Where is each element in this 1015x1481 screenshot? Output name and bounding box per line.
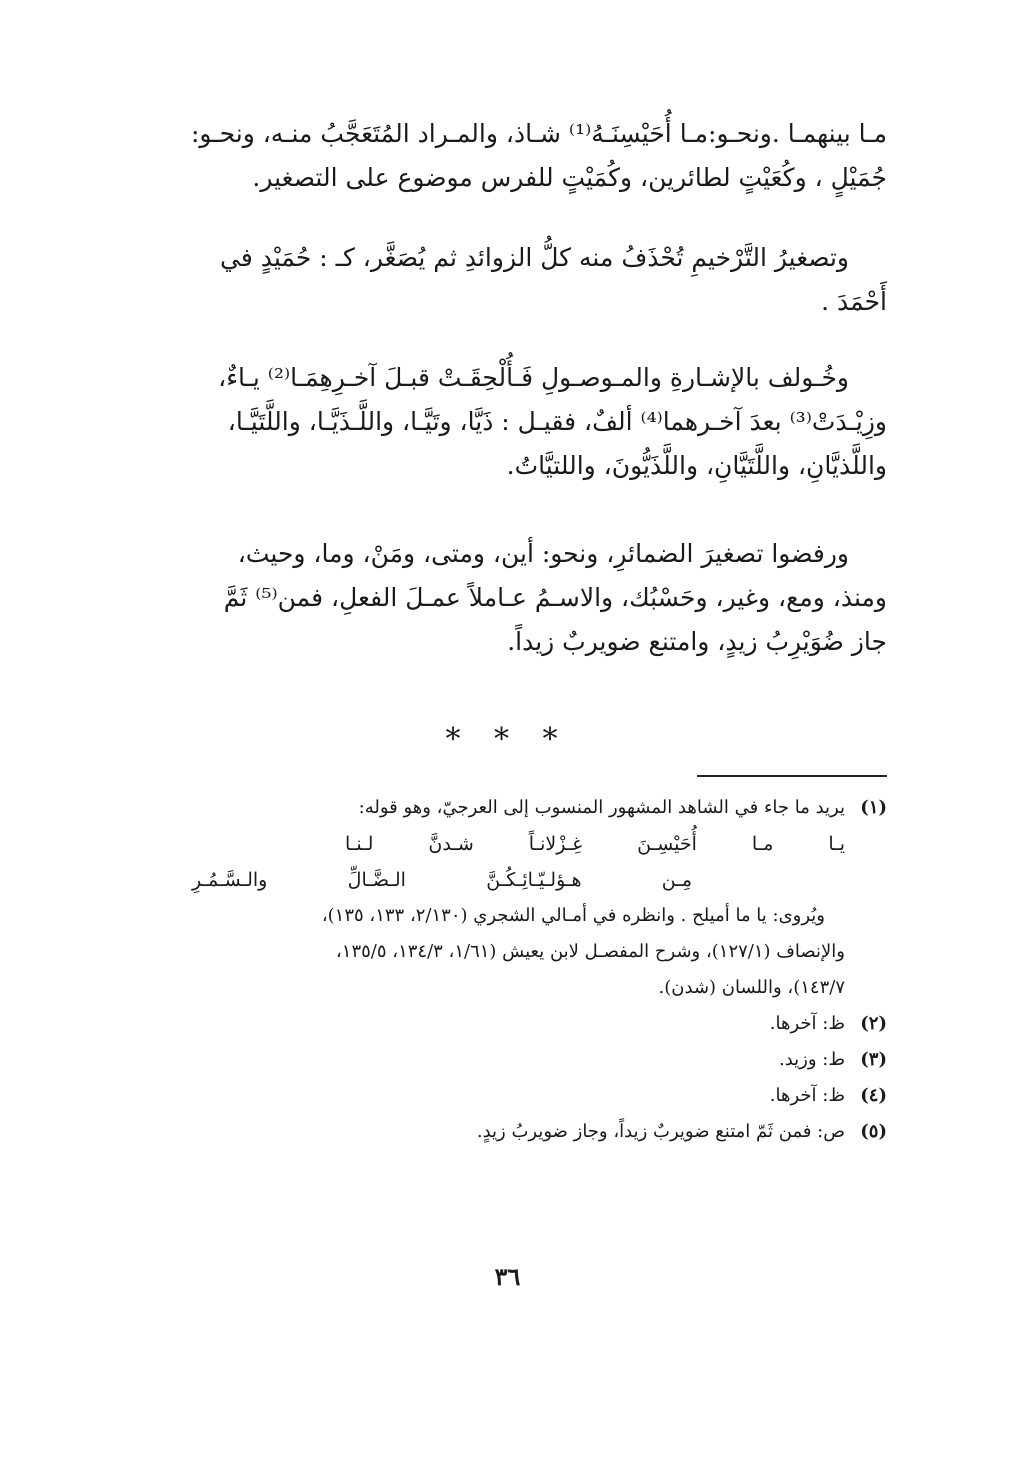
paragraph-4-line-2: ومنذ، ومع، وغير، وحَسْبُك، والاسـمُ عـاملاً عمـلَ الفعلِ، فمن⁽⁵⁾ ثَمَّ (223, 583, 887, 612)
paragraph-2-line-1: وتصغيرُ التَّرْخيمِ تُحْذَفُ منه كلُّ الزوائدِ ثم يُصَغَّر، كـ : حُمَيْدٍ في (220, 243, 849, 272)
footnote-1 (127, 790, 887, 826)
footnote-2-number: (٢) (860, 1013, 887, 1034)
footnote-1-line-2: والإنصاف (١٢٧/١)، وشرح المفصـل لابن يعيش (١/٦١، ١٣٤/٣، ١٣٥/٥، (335, 941, 845, 962)
paragraph-3-line-2: وزِيْـدَتْ⁽³⁾ بعدَ آخـرهما⁽⁴⁾ ألفٌ، فقيـل : ذَيَّا، وتَيَّـا، واللَّـذَيَّـا، واللَّتَيَّـا، (227, 407, 887, 436)
paragraph-1-line-1: مـا بينهمـا .ونحـو:مـا أُحَيْسِنَـهُ⁽¹⁾ شـاذ، والمـراد المُتَعَجَّبُ منـه، ونحـو: (190, 119, 887, 148)
paragraph-3-line-3: واللَّذيَّانِ، واللَّتَيَّانِ، واللَّذَيُّونَ، واللتيَّاتُ. (506, 451, 887, 480)
footnote-1-line-3: ١٤٣/٧)، واللسان (شدن). (658, 977, 845, 998)
footnote-rule (697, 775, 887, 777)
section-separator: * * * (445, 722, 570, 757)
paragraph-3-line-1: وخُـولف بالإشـارةِ والمـوصـولِ فَـأُلْحِقَـتْ قبـلَ آخـرِهِمَـا⁽²⁾ يـاءٌ، (218, 363, 849, 392)
footnote-3-number: (٣) (860, 1049, 887, 1070)
paragraph-1 (125, 112, 887, 200)
footnote-4 (127, 1078, 887, 1114)
paragraph-4 (125, 532, 887, 664)
footnote-4-text: ظ: آخرها. (769, 1085, 845, 1106)
footnote-5-number: (٥) (860, 1121, 887, 1142)
footnote-1-verse-1: يـا مـا أُحَيْسِـنَ غِـزْلانـاً شـدنَّ لـنـا (345, 833, 845, 855)
paragraph-3 (125, 356, 887, 488)
footnote-1-intro: يريد ما جاء في الشاهد المشهور المنسوب إلى العرجيّ، وهو قوله: (358, 797, 845, 818)
paragraph-2 (125, 236, 887, 324)
footnotes (127, 790, 887, 1150)
page-number: ٣٦ (494, 1262, 521, 1291)
footnote-4-number: (٤) (860, 1085, 887, 1106)
footnote-3 (127, 1042, 887, 1078)
paragraph-4-line-3: جاز ضُوَيْرِبُ زيدٍ، وامتنع ضويربٌ زيداً. (507, 627, 887, 656)
footnote-1-number: (١) (860, 797, 887, 818)
footnote-5 (127, 1114, 887, 1150)
paragraph-4-line-1: ورفضوا تصغيرَ الضمائرِ، ونحو: أين، ومتى، ومَنْ، وما، وحيث، (237, 539, 849, 568)
footnote-2-text: ظ: آخرها. (769, 1013, 845, 1034)
footnote-5-text: ص: فمن ثَمّ امتنع ضويربٌ زيداً، وجاز ضويربُ زيدٍ. (476, 1121, 845, 1142)
footnote-3-text: ط: وزيد. (779, 1049, 845, 1070)
paragraph-2-line-2: أَحْمَدَ . (821, 287, 887, 316)
footnote-1-verse-2: مِـن هـؤلـيّـائِـكُـنَّ الـضَّـالِّ والـسَّـمُـرِ (192, 869, 692, 891)
footnote-2 (127, 1006, 887, 1042)
paragraph-1-line-2: جُمَيْلٍ ، وكُعَيْتٍ لطائرين، وكُمَيْتٍ للفرس موضوع على التصغير. (252, 163, 887, 192)
footnote-1-line-1: ويُروى: يا ما أميلح . وانظره في أمـالي الشجري (٢/١٣٠، ١٣٣، ١٣٥)، (321, 905, 825, 926)
